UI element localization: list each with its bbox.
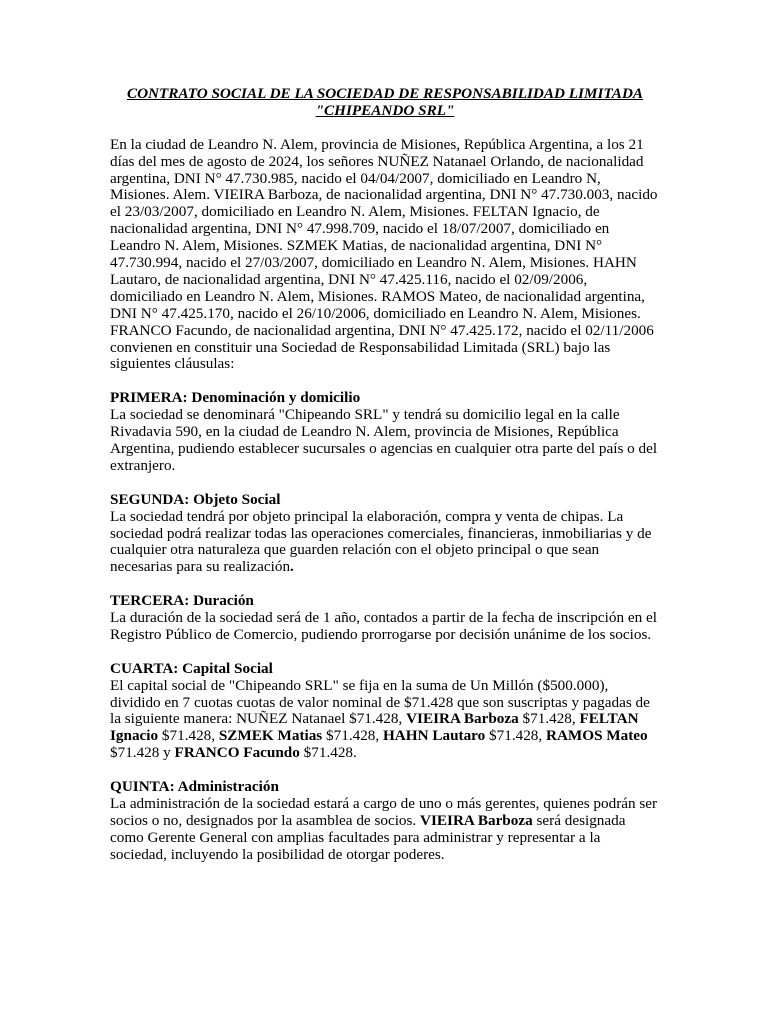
clause-heading: QUINTA: Administración xyxy=(110,778,279,796)
clause-body-end: será designada como Gerente General con amplias facultades para administrar y representar a la sociedad, incluyendo la posibilidad de otorgar poderes. xyxy=(110,811,626,863)
partner-name: RAMOS Mateo xyxy=(545,727,648,745)
clause-heading: SEGUNDA: Objeto Social xyxy=(110,490,281,508)
clause-cuarta xyxy=(110,661,660,762)
clause-body: El capital social de "Chipeando SRL" se fija en la suma de Un Millón ($500.000), dividido en 7 cuotas cuotas de valor nominal de $71.428 que son suscriptas y pagadas de la siguiente manera: NUÑEZ Natanael $71.428, xyxy=(110,676,650,728)
clause-quinta xyxy=(110,779,660,864)
title-line-1: CONTRATO SOCIAL DE LA SOCIEDAD DE RESPONSABILIDAD LIMITADA xyxy=(126,85,644,102)
document-page xyxy=(110,86,660,880)
partner-amount: $71.428. xyxy=(299,744,357,762)
clause-segunda xyxy=(110,492,660,577)
partner-amount: $71.428 y xyxy=(110,744,175,762)
partner-name: SZMEK Matias xyxy=(218,727,323,745)
manager-name: VIEIRA Barboza xyxy=(420,811,533,829)
partner-amount: $71.428, xyxy=(322,727,383,745)
partner-amount: $71.428, xyxy=(158,727,219,745)
document-title xyxy=(110,86,660,120)
partner-amount: $71.428, xyxy=(518,710,580,728)
partner-name: VIEIRA Barboza xyxy=(406,710,519,728)
clause-body: La duración de la sociedad será de 1 año, contados a partir de la fecha de inscripción en el Registro Público de Comercio, pudiendo prorrogarse por decisión unánime de los socios. xyxy=(110,609,657,643)
partner-name: FELTAN Ignacio xyxy=(110,710,639,745)
clause-body: La sociedad se denominará "Chipeando SRL" y tendrá su domicilio legal en la calle Rivadavia 590, en la ciudad de Leandro N. Alem, provincia de Misiones, República Argentina, pudiendo establecer sucursales o agencias en cualquier otra parte del país o del extranjero. xyxy=(110,406,658,474)
clause-body-end: . xyxy=(290,558,294,576)
title-line-2: "CHIPEANDO SRL" xyxy=(315,101,455,119)
partner-amount: $71.428, xyxy=(485,727,546,745)
clause-heading: PRIMERA: Denominación y domicilio xyxy=(110,389,361,407)
clause-heading: TERCERA: Duración xyxy=(110,592,254,610)
clause-primera xyxy=(110,390,660,475)
partner-name: HAHN Lautaro xyxy=(382,727,486,745)
clause-body: La administración de la sociedad estará a cargo de uno o más gerentes, quienes podrán ser socios o no, designados por la asamblea de socios. xyxy=(110,794,658,829)
intro-paragraph: En la ciudad de Leandro N. Alem, provincia de Misiones, República Argentina, a los 21 días del mes de agosto de 2024, los señores NUÑEZ Natanael Orlando, de nacionalidad argentina, DNI N° 47.730.985, nacido el 04/04/2007, domiciliado en Leandro N, Misiones. Alem. VIEIRA Barboza, de nacionalidad argentina, DNI N° 47.730.003, nacido el 23/03/2007, domiciliado en Leandro N. Alem, Misiones. FELTAN Ignacio, de nacionalidad argentina, DNI N° 47.998.709, nacido el 18/07/2007, domiciliado en Leandro N. Alem, Misiones. SZMEK Matias, de nacionalidad argentina, DNI N° 47.730.994, nacido el 27/03/2007, domiciliado en Leandro N. Alem, Misiones. HAHN Lautaro, de nacionalidad argentina, DNI N° 47.425.116, nacido el 02/09/2006, domiciliado en Leandro N. Alem, Misiones. RAMOS Mateo, de nacionalidad argentina, DNI N° 47.425.170, nacido el 26/10/2006, domiciliado en Leandro N. Alem, Misiones. FRANCO Facundo, de nacionalidad argentina, DNI N° 47.425.172, nacido el 02/11/2006 convienen en constituir una Sociedad de Responsabilidad Limitada (SRL) bajo las siguientes cláusulas: xyxy=(110,135,658,373)
clause-heading: CUARTA: Capital Social xyxy=(110,659,273,677)
clause-body: La sociedad tendrá por objeto principal la elaboración, compra y venta de chipas. La sociedad podrá realizar todas las operaciones comerciales, financieras, inmobiliarias y de cualquier otra naturaleza que guarden relación con el objeto principal o que sean necesarias para su realización xyxy=(110,507,652,576)
clause-tercera xyxy=(110,593,660,644)
partner-name: FRANCO Facundo xyxy=(174,744,300,762)
